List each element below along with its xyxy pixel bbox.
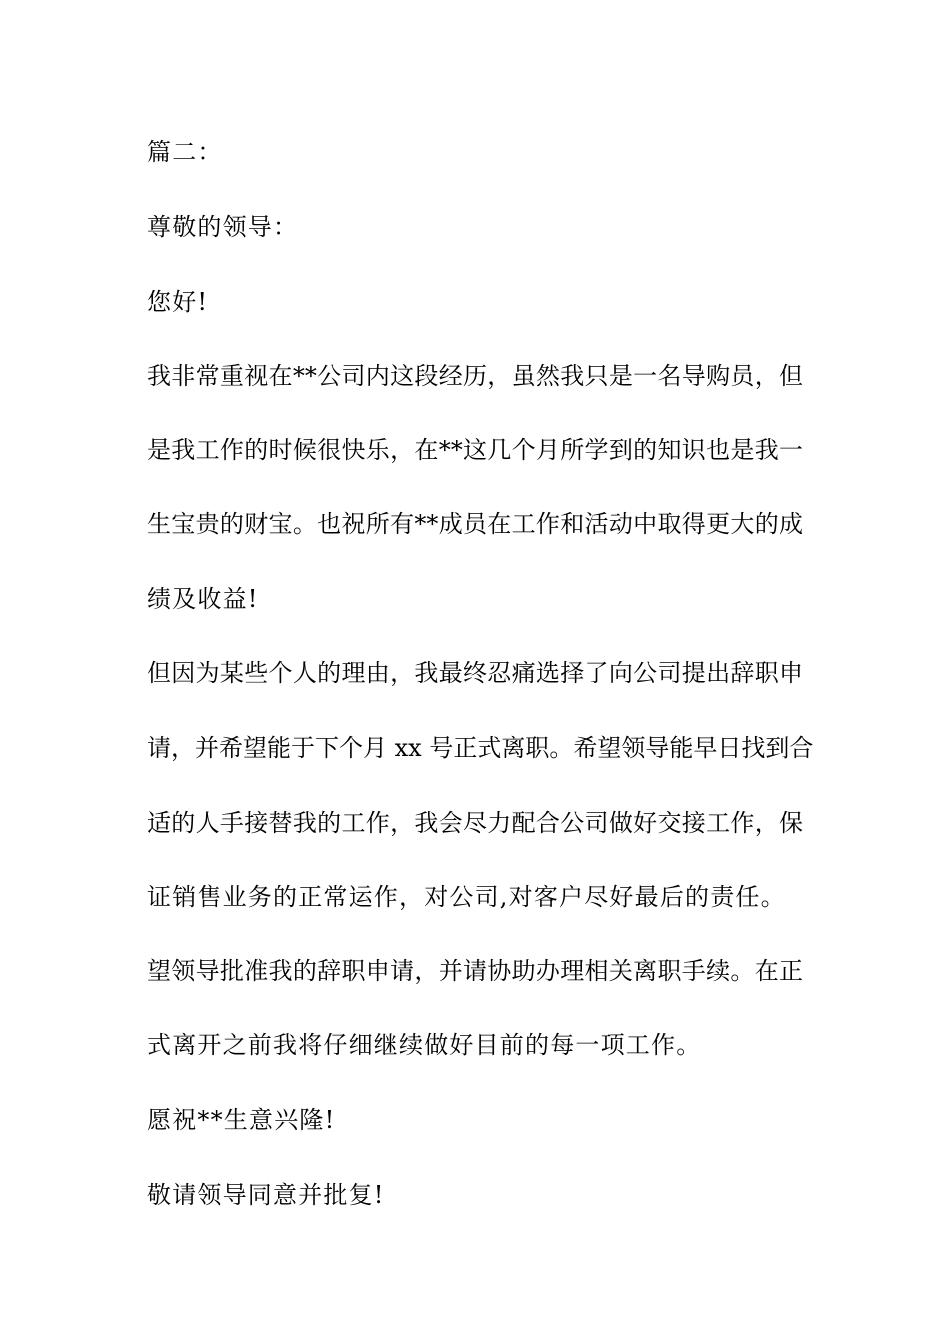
- paragraph-line: 证销售业务的正常运作，对公司,对客户尽好最后的责任。: [147, 883, 786, 911]
- paragraph-line: 适的人手接替我的工作，我会尽力配合公司做好交接工作，保: [147, 809, 803, 837]
- paragraph-line: 生宝贵的财宝。也祝所有**成员在工作和活动中取得更大的成: [147, 510, 803, 538]
- document-heading: 篇二：: [147, 138, 223, 166]
- paragraph-line: 望领导批准我的辞职申请，并请协助办理相关离职手续。在正: [147, 957, 803, 985]
- paragraph-line: 我非常重视在**公司内这段经历，虽然我只是一名导购员，但: [147, 362, 803, 390]
- paragraph-line: 式离开之前我将仔细继续做好目前的每一项工作。: [147, 1031, 702, 1059]
- paragraph-line: 但因为某些个人的理由，我最终忍痛选择了向公司提出辞职申: [147, 659, 803, 687]
- paragraph-line: 是我工作的时候很快乐，在**这几个月所学到的知识也是我一: [147, 436, 803, 464]
- greeting: 您好!: [147, 288, 209, 316]
- paragraph-line: 绩及收益!: [147, 585, 259, 613]
- salutation: 尊敬的领导：: [147, 213, 299, 241]
- closing-wish: 愿祝**生意兴隆!: [147, 1106, 336, 1134]
- paragraph-line: 请，并希望能于下个月 xx 号正式离职。希望领导能早日找到合: [147, 734, 814, 762]
- closing-request: 敬请领导同意并批复!: [147, 1181, 385, 1209]
